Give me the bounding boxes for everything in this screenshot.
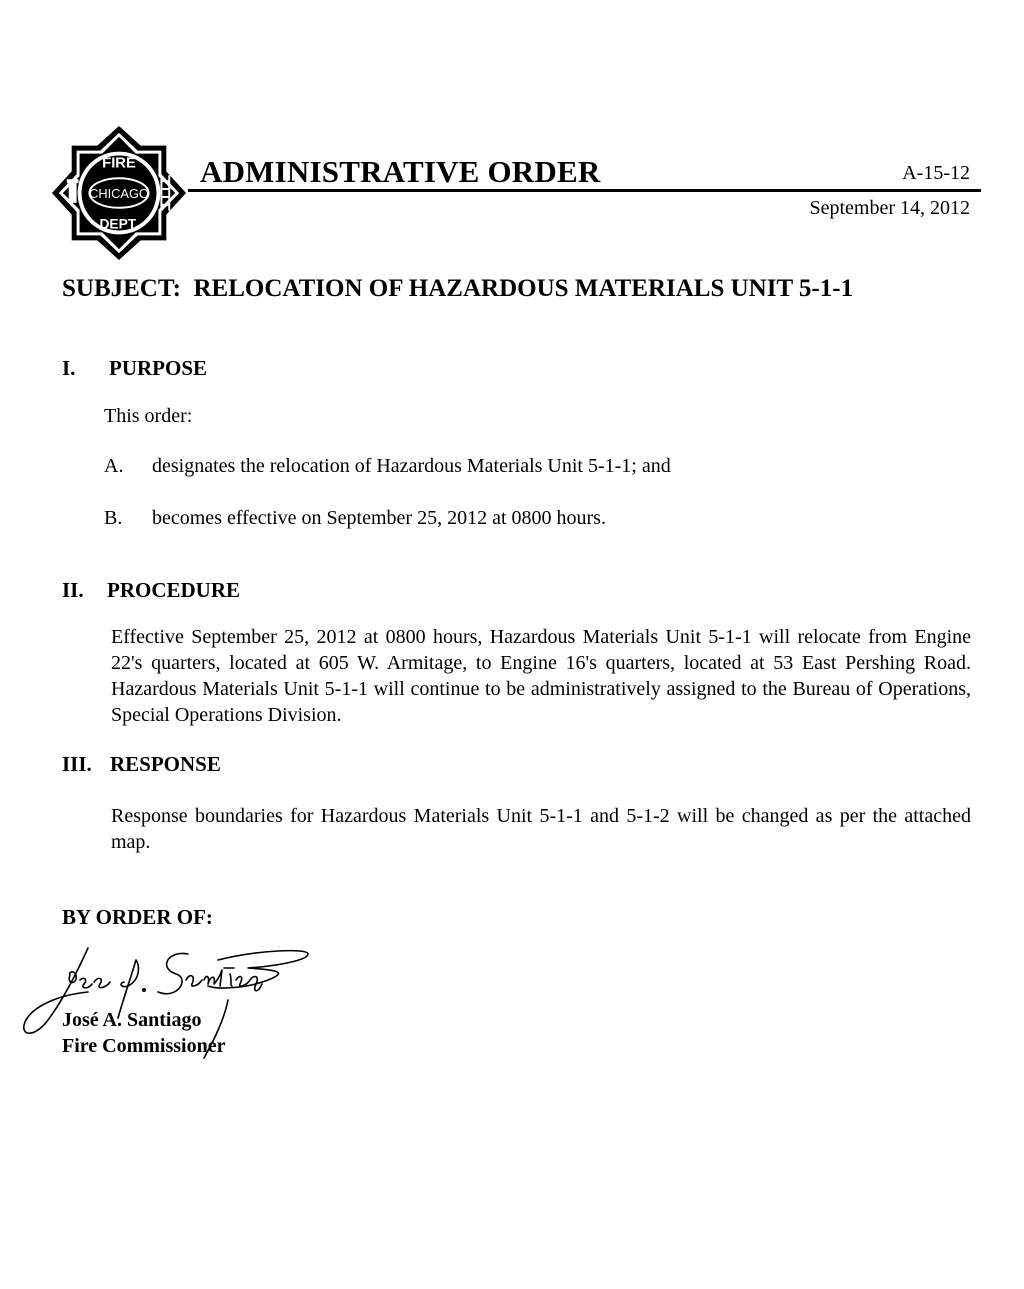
section-heading-response [62, 752, 221, 777]
list-item-text: becomes effective on September 25, 2012 at 0800 hours. [152, 507, 606, 529]
logo-top-text: FIRE [102, 155, 136, 172]
list-item-text: designates the relocation of Hazardous Materials Unit 5-1-1; and [152, 455, 671, 477]
procedure-paragraph: Effective September 25, 2012 at 0800 hours, Hazardous Materials Unit 5-1-1 will relocate from Engine 22's quarters, located at 605 W. Armitage, to Engine 16's quarters, located at 53 East Pershing Road. Hazardous Materials Unit 5-1-1 will continue to be administratively assigned to the Bureau of Operations, Special Operations Division. [111, 626, 971, 726]
logo-center-text: CHICAGO [89, 185, 149, 201]
purpose-intro: This order: [104, 405, 193, 427]
section-title: PURPOSE [109, 356, 208, 380]
section-number: I. [62, 356, 76, 380]
section-heading-procedure [62, 578, 240, 603]
title-divider [188, 189, 981, 192]
list-item-label: B. [104, 507, 123, 529]
order-date: September 14, 2012 [809, 197, 970, 219]
section-number: II. [62, 578, 84, 602]
section-heading-purpose [62, 356, 207, 381]
section-title: RESPONSE [110, 752, 221, 776]
response-paragraph: Response boundaries for Hazardous Materials Unit 5-1-1 and 5-1-2 will be changed as per the attached map. [111, 805, 971, 853]
section-title: PROCEDURE [107, 578, 241, 602]
maltese-cross-badge-icon [50, 124, 188, 262]
signer-name: José A. Santiago [62, 1009, 202, 1031]
fire-dept-logo [50, 124, 188, 262]
subject-line: SUBJECT: RELOCATION OF HAZARDOUS MATERIALS UNIT 5-1-1 [62, 275, 854, 302]
by-order-label: BY ORDER OF: [62, 905, 213, 929]
order-number: A-15-12 [902, 162, 970, 184]
logo-bottom-text: DEPT. [99, 216, 139, 232]
section-number: III. [62, 752, 92, 776]
list-item-label: A. [104, 455, 124, 477]
signer-title: Fire Commissioner [62, 1035, 226, 1057]
document-title: ADMINISTRATIVE ORDER [200, 154, 601, 189]
